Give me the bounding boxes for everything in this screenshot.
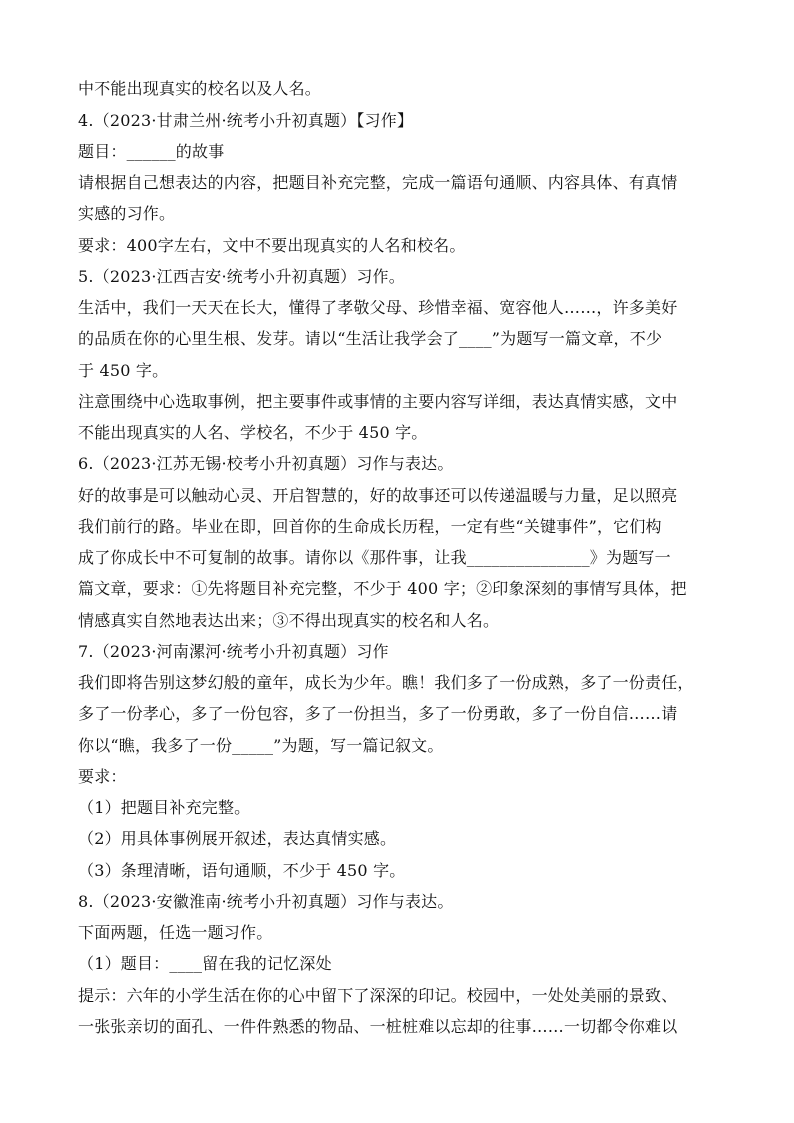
text-line: 不能出现真实的人名、学校名，不少于 450 字。 <box>78 423 428 442</box>
question-8-heading: 8.（2023·安徽淮南·统考小升初真题）习作与表达。 <box>78 892 454 911</box>
text-line: 的品质在你的心里生根、发芽。请以“生活让我学会了____”为题写一篇文章，不少 <box>78 329 663 348</box>
text-line: （1）题目：____留在我的记忆深处 <box>78 954 332 973</box>
text-line: 题目：______的故事 <box>78 142 225 161</box>
text-line: 一张张亲切的面孔、一件件熟悉的物品、一桩桩难以忘却的往事……一切都令你难以 <box>78 1017 678 1036</box>
text-line: 成了你成长中不可复制的故事。请你以《那件事，让我_______________》为题写一 <box>78 548 671 567</box>
text-line: 我们前行的路。毕业在即，回首你的生命成长历程，一定有些“关键事件”，它们构 <box>78 517 662 536</box>
question-6-heading: 6.（2023·江苏无锡·校考小升初真题）习作与表达。 <box>78 454 454 473</box>
text-line: 生活中，我们一天天在长大，懂得了孝敬父母、珍惜幸福、宽容他人……，许多美好 <box>78 298 678 317</box>
text-line: 提示：六年的小学生活在你的心中留下了深深的印记。校园中，一处处美丽的景致、 <box>78 986 678 1005</box>
text-line: 实感的习作。 <box>78 204 176 223</box>
question-4-heading: 4.（2023·甘肃兰州·统考小升初真题）【习作】 <box>78 111 414 130</box>
text-line: 要求： <box>78 767 127 786</box>
question-5-heading: 5.（2023·江西吉安·统考小升初真题）习作。 <box>78 267 405 286</box>
requirement-item: （2）用具体事例展开叙述，表达真情实感。 <box>78 829 397 848</box>
text-line: 要求：400字左右，文中不要出现真实的人名和校名。 <box>78 236 466 255</box>
text-line: 好的故事是可以触动心灵、开启智慧的，好的故事还可以传递温暖与力量，足以照亮 <box>78 486 678 505</box>
text-line: 请根据自己想表达的内容，把题目补充完整，完成一篇语句通顺、内容具体、有真情 <box>78 173 678 192</box>
requirement-item: （1）把题目补充完整。 <box>78 798 251 817</box>
text-line: 于 450 字。 <box>78 361 169 380</box>
text-line: 注意围绕中心选取事例，把主要事件或事情的主要内容写详细，表达真情实感，文中 <box>78 392 678 411</box>
text-line: 篇文章，要求：①先将题目补充完整，不少于 400 字；②印象深刻的事情写具体，把 <box>78 579 687 598</box>
text-line: 我们即将告别这梦幻般的童年，成长为少年。瞧！我们多了一份成熟，多了一份责任， <box>78 673 694 692</box>
text-line: 中不能出现真实的校名以及人名。 <box>78 79 322 98</box>
requirement-item: （3）条理清晰，语句通顺，不少于 450 字。 <box>78 861 406 880</box>
text-line: 情感真实自然地表达出来；③不得出现真实的校名和人名。 <box>78 611 500 630</box>
question-7-heading: 7.（2023·河南漯河·统考小升初真题）习作 <box>78 642 389 661</box>
text-line: 你以“瞧，我多了一份_____”为题，写一篇记叙文。 <box>78 736 444 755</box>
text-line: 下面两题，任选一题习作。 <box>78 923 273 942</box>
text-line: 多了一份孝心，多了一份包容，多了一份担当，多了一份勇敢，多了一份自信……请 <box>78 704 678 723</box>
